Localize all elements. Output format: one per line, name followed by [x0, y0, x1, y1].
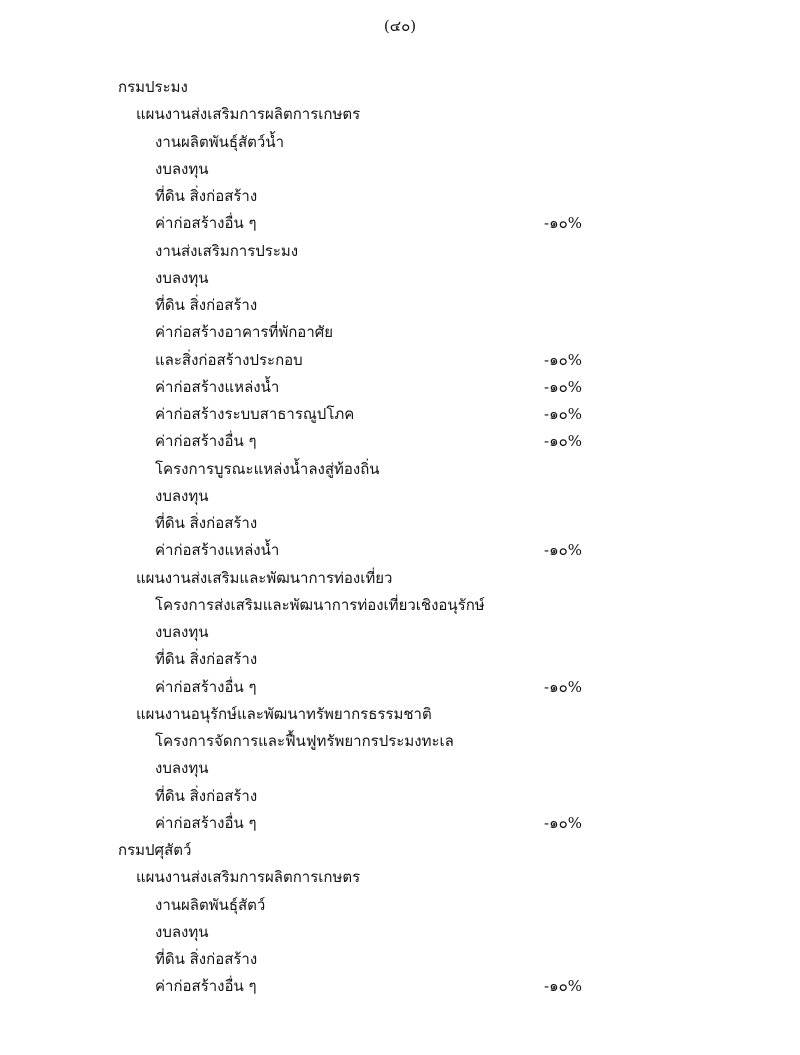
item-change-value: -๑๐% — [544, 432, 582, 451]
item-label: งานผลิตพันธุ์สัตว์ — [155, 895, 266, 914]
item-label: ที่ดิน สิ่งก่อสร้าง — [155, 514, 258, 532]
item-change-value: -๑๐% — [544, 377, 582, 396]
item-label: ค่าก่อสร้างอื่น ๆ — [155, 977, 257, 996]
page-number: (๔๐) — [383, 17, 417, 35]
list-item — [0, 919, 800, 946]
item-label: โครงการส่งเสริมและพัฒนาการท่องเที่ยวเชิงอนุรักษ์ — [155, 595, 485, 614]
list-item — [0, 428, 800, 455]
item-change-value: -๑๐% — [544, 350, 582, 369]
item-label: งานผลิตพันธุ์สัตว์น้ำ — [155, 132, 285, 151]
item-label: กรมประมง — [118, 78, 188, 96]
item-label: งบลงทุน — [155, 922, 209, 941]
item-label: งบลงทุน — [155, 623, 209, 641]
list-item — [0, 646, 800, 673]
item-label: แผนงานส่งเสริมการผลิตการเกษตร — [136, 105, 361, 124]
list-item — [0, 319, 800, 346]
list-item — [0, 101, 800, 128]
item-label: ที่ดิน สิ่งก่อสร้าง — [155, 650, 258, 669]
item-label: แผนงานส่งเสริมและพัฒนาการท่องเที่ยว — [136, 568, 393, 587]
list-item — [0, 510, 800, 537]
list-item — [0, 728, 800, 755]
list-item — [0, 619, 800, 646]
list-item — [0, 946, 800, 973]
item-label: ค่าก่อสร้างอื่น ๆ — [155, 432, 257, 451]
list-item — [0, 183, 800, 210]
list-item — [0, 783, 800, 810]
list-item — [0, 456, 800, 483]
item-label: แผนงานส่งเสริมการผลิตการเกษตร — [136, 868, 361, 887]
item-label: งบลงทุน — [155, 759, 209, 778]
item-label: ที่ดิน สิ่งก่อสร้าง — [155, 187, 258, 205]
list-item — [0, 292, 800, 319]
list-item — [0, 755, 800, 782]
item-label: ค่าก่อสร้างอาคารที่พักอาศัย — [155, 323, 334, 342]
item-label: งบลงทุน — [155, 159, 209, 178]
list-item — [0, 701, 800, 728]
list-item — [0, 973, 800, 1000]
list-item — [0, 238, 800, 265]
item-label: งบลงทุน — [155, 486, 209, 505]
item-label: งบลงทุน — [155, 268, 209, 287]
item-label: งานส่งเสริมการประมง — [155, 241, 299, 260]
list-item — [0, 265, 800, 292]
item-label: โครงการจัดการและฟื้นฟูทรัพยากรประมงทะเล — [155, 732, 454, 750]
list-item — [0, 565, 800, 592]
list-item — [0, 837, 800, 864]
item-label: ค่าก่อสร้างอื่น ๆ — [155, 813, 257, 832]
item-change-value: -๑๐% — [544, 677, 582, 696]
list-item — [0, 483, 800, 510]
item-change-value: -๑๐% — [544, 214, 582, 233]
list-item — [0, 210, 800, 237]
item-label: และสิ่งก่อสร้างประกอบ — [155, 350, 303, 369]
list-item — [0, 74, 800, 101]
list-item — [0, 374, 800, 401]
item-change-value: -๑๐% — [544, 405, 582, 423]
item-label: กรมปศุสัตว์ — [118, 841, 192, 859]
item-label: ที่ดิน สิ่งก่อสร้าง — [155, 950, 258, 968]
item-change-value: -๑๐% — [544, 813, 582, 832]
item-label: ที่ดิน สิ่งก่อสร้าง — [155, 786, 258, 805]
item-change-value: -๑๐% — [544, 541, 582, 560]
list-item — [0, 537, 800, 564]
item-label: ค่าก่อสร้างแหล่งน้ำ — [155, 541, 280, 560]
item-label: ค่าก่อสร้างอื่น ๆ — [155, 214, 257, 233]
list-item — [0, 810, 800, 837]
item-label: ค่าก่อสร้างอื่น ๆ — [155, 677, 257, 696]
item-change-value: -๑๐% — [544, 977, 582, 996]
item-label: ค่าก่อสร้างระบบสาธารณูปโภค — [155, 405, 355, 423]
list-item — [0, 674, 800, 701]
budget-list — [0, 74, 800, 1001]
list-item — [0, 401, 800, 428]
list-item — [0, 156, 800, 183]
list-item — [0, 347, 800, 374]
list-item — [0, 129, 800, 156]
list-item — [0, 592, 800, 619]
list-item — [0, 864, 800, 891]
item-label: โครงการบูรณะแหล่งน้ำลงสู่ท้องถิ่น — [155, 459, 380, 478]
list-item — [0, 892, 800, 919]
item-label: แผนงานอนุรักษ์และพัฒนาทรัพยากรธรรมชาติ — [136, 704, 432, 723]
item-label: ค่าก่อสร้างแหล่งน้ำ — [155, 377, 280, 396]
item-label: ที่ดิน สิ่งก่อสร้าง — [155, 296, 258, 314]
